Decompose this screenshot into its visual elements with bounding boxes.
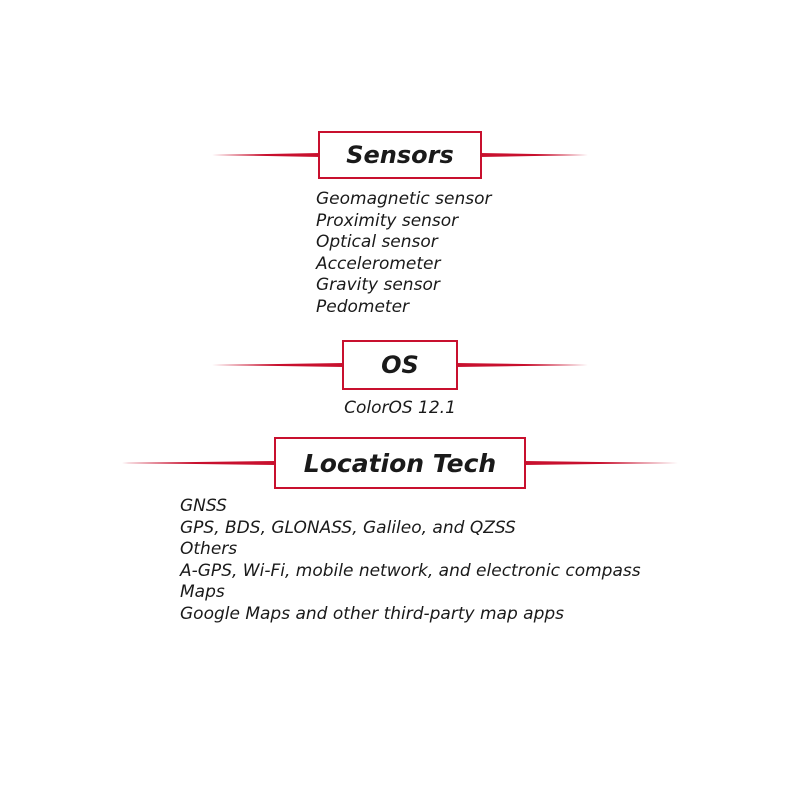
group-label: GNSS	[180, 496, 227, 516]
location-title-box	[274, 437, 526, 489]
sensor-item: Accelerometer	[316, 253, 441, 274]
sensors-title: Sensors	[346, 141, 454, 169]
sensor-item: Pedometer	[316, 296, 410, 317]
os-title: OS	[381, 351, 419, 379]
location-title: Location Tech	[303, 448, 497, 478]
group-value: GPS, BDS, GLONASS, Galileo, and QZSS	[180, 517, 516, 538]
os-value	[0, 398, 800, 420]
location-details	[180, 496, 641, 625]
sensor-item: Proximity sensor	[316, 210, 459, 231]
sensors-rule-left	[212, 153, 320, 157]
location-header	[0, 437, 800, 489]
os-header	[0, 340, 800, 390]
location-group-gnss	[180, 496, 641, 539]
location-group-maps	[180, 582, 641, 625]
sensors-list	[316, 189, 492, 318]
location-rule-right	[524, 461, 678, 465]
group-label: Maps	[180, 582, 225, 602]
sensors-rule-right	[480, 153, 588, 157]
os-version: ColorOS 12.1	[344, 398, 456, 418]
group-label: Others	[180, 539, 238, 559]
location-group-others	[180, 539, 641, 582]
sensor-item: Optical sensor	[316, 232, 438, 252]
os-rule-left	[212, 363, 344, 367]
sensors-header	[0, 131, 800, 179]
os-rule-right	[456, 363, 588, 367]
location-rule-left	[122, 461, 276, 465]
group-value: A-GPS, Wi-Fi, mobile network, and electronic compass	[180, 560, 641, 581]
group-value: Google Maps and other third-party map apps	[180, 603, 565, 624]
sensor-item: Gravity sensor	[316, 275, 440, 295]
sensor-item: Geomagnetic sensor	[316, 189, 492, 209]
os-title-box	[342, 340, 458, 390]
sensors-title-box	[318, 131, 482, 179]
